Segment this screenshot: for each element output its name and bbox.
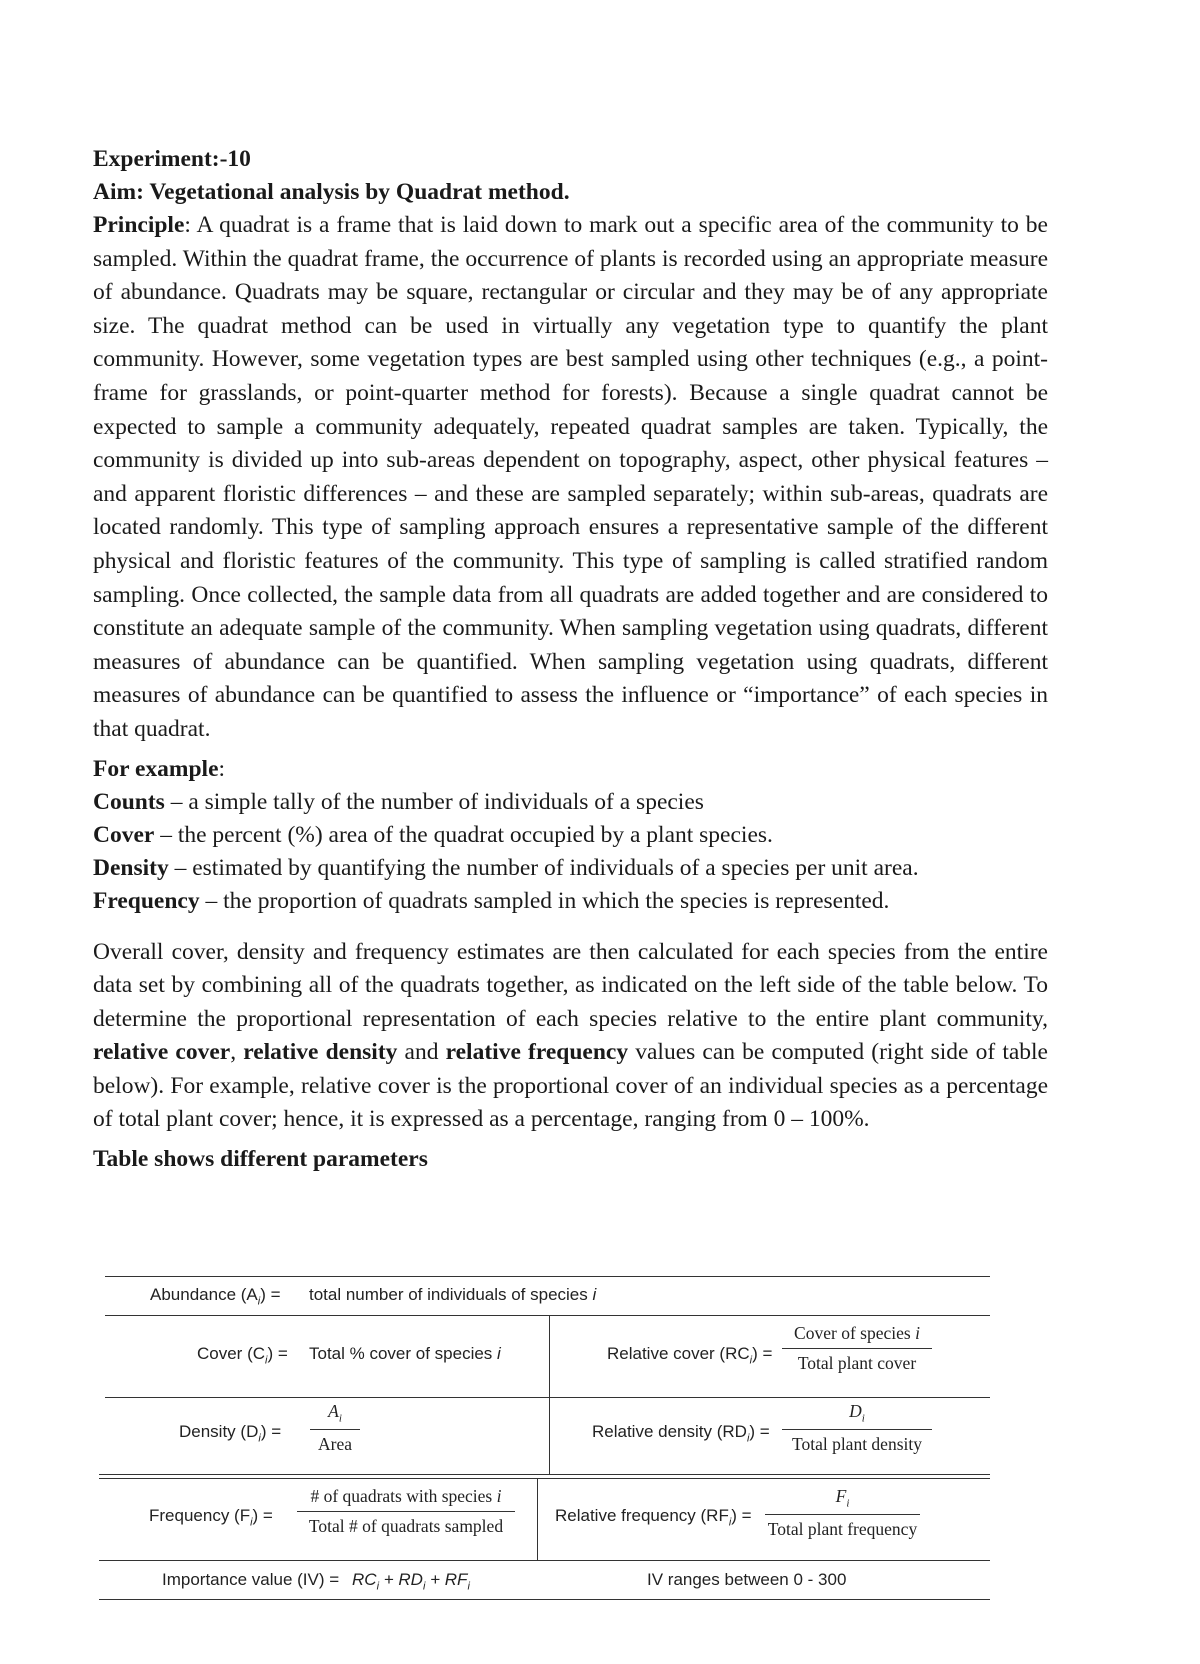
example-cover: Cover – the percent (%) area of the quadrat occupied by a plant species. [93, 821, 773, 848]
relative-frequency-fraction: $F_i$ Total plant frequency [765, 1486, 920, 1540]
relative-frequency-label: Relative frequency $(RF_i)$ = [555, 1506, 752, 1529]
principle-paragraph [93, 209, 1048, 747]
frequency-fraction: # of quadrats with species i Total # of quadrats sampled [297, 1486, 515, 1537]
aim-text: Vegetational analysis by Quadrat method. [149, 179, 570, 205]
table-rule [99, 1599, 990, 1600]
cover-label: Cover $(C_i)$ = [197, 1344, 288, 1367]
relative-density-fraction: $D_i$ Total plant density [782, 1401, 932, 1455]
example-density: Density – estimated by quantifying the number of individuals of a species per unit area. [93, 854, 919, 881]
relative-cover-fraction: Cover of species i Total plant cover [782, 1323, 932, 1374]
table-rule [99, 1474, 990, 1475]
abundance-label: Abundance $(A_i)$ = [150, 1285, 281, 1308]
example-frequency: Frequency – the proportion of quadrats sampled in which the species is represented. [93, 887, 890, 914]
document-body [93, 143, 1048, 1176]
examples-heading: For example: [93, 755, 226, 782]
cover-definition: Total % cover of species i [309, 1344, 501, 1363]
density-label: Density $(D_i)$ = [179, 1422, 282, 1445]
relative-cover-term: relative cover [93, 1039, 231, 1066]
importance-value-label: Importance value (IV) = [162, 1570, 340, 1589]
abundance-definition: total number of individuals of species i [309, 1285, 597, 1304]
relative-density-label: Relative density $(RD_i)$ = [592, 1422, 770, 1445]
table-rule [105, 1397, 990, 1398]
table-rule [99, 1478, 990, 1479]
frequency-label: Frequency $(F_i)$ = [149, 1506, 273, 1529]
table-rule [99, 1560, 990, 1561]
examples-list [93, 753, 1048, 918]
aim-label: Aim: [93, 179, 144, 205]
iv-range-note: IV ranges between 0 - 300 [647, 1570, 847, 1589]
experiment-title [93, 143, 1048, 176]
example-counts: Counts – a simple tally of the number of individuals of a species [93, 788, 704, 815]
relative-density-term: relative density [243, 1039, 398, 1066]
table-rule [105, 1315, 990, 1316]
aim-line [93, 176, 1048, 209]
table-rule [105, 1276, 990, 1277]
table-divider [537, 1478, 538, 1560]
relative-frequency-term: relative frequency [445, 1039, 629, 1066]
importance-value-formula: $RC_i + RD_i + RF_i$ [352, 1570, 470, 1593]
principle-text: : A quadrat is a frame that is laid down to mark out a specific area of the community to be sampled. Within the quadrat frame, the occurrence of plants is recorded using an appropriate measure of abundance. Quadrats may be square, rectangular or circular and they may be of any appropriate size. The quadrat method can be used in virtually any vegetation type to quantify the plant community. However, some vegetation types are best sampled using other techniques (e.g., a point-frame for grasslands, or point-quarter method for forests). Because a single quadrat cannot be expected to sample a community adequately, repeated quadrat samples are taken. Typically, the community is divided up into sub-areas dependent on topography, aspect, other physical features – and apparent floristic differences – and these are sampled separately; within sub-areas, quadrats are located randomly. This type of sampling approach ensures a representative sample of the different physical and floristic features of the community. This type of sampling is called stratified random sampling. Once collected, the sample data from all quadrats are added together and are considered to constitute an adequate sample of the community. When sampling vegetation using quadrats, different measures of abundance can be quantified. When sampling vegetation using quadrats, different measures of abundance can be quantified to assess the influence or “importance” of each species in that quadrat. [93, 212, 1048, 742]
principle-label: Principle [93, 212, 185, 238]
table-heading: Table shows different parameters [93, 1146, 428, 1173]
density-fraction: $A_i$ Area [310, 1401, 360, 1455]
overall-paragraph: Overall cover, density and frequency estimates are then calculated for each species from the entire data set by combining all of the quadrats together, as indicated on the left side of the table below. To determine the proportional representation of each species relative to the entire plant community, relative cover, relative density and relative frequency values can be computed (right side of table below). For example, relative cover is the proportional cover of an individual species as a percentage of total plant cover; hence, it is expressed as a percentage, ranging from 0 – 100%. [93, 938, 1048, 1133]
experiment-title-text: Experiment:-10 [93, 146, 251, 172]
relative-cover-label: Relative cover $(RC_i)$ = [607, 1344, 773, 1367]
table-divider [549, 1315, 550, 1474]
